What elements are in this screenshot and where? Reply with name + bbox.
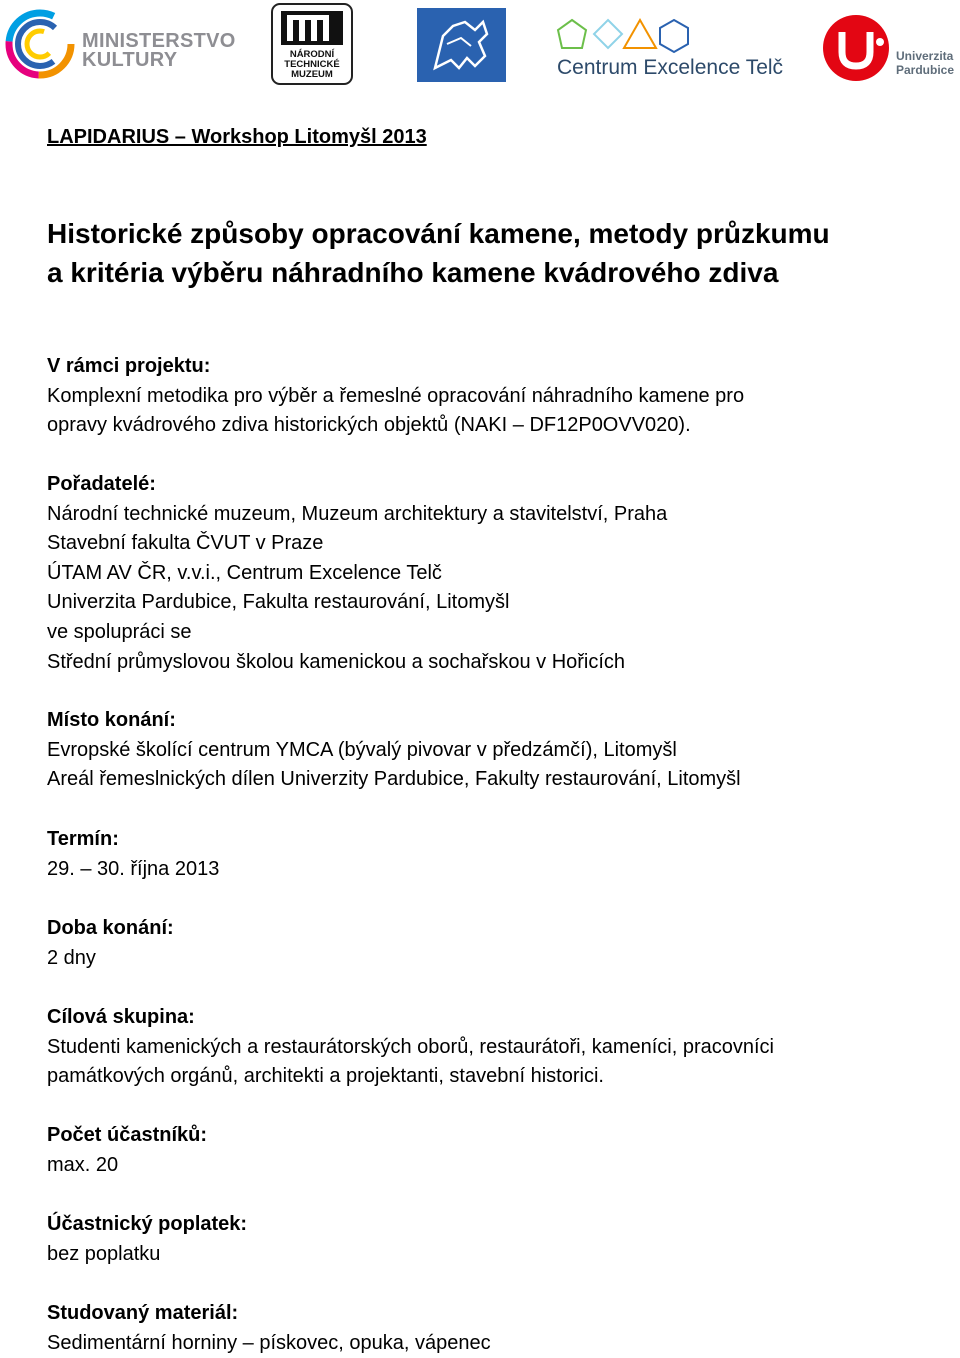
text-line: Stavební fakulta ČVUT v Praze	[47, 532, 324, 555]
title-line: a kritéria výběru náhradního kamene kvádrového zdiva	[47, 257, 779, 288]
section-heading: Termín:	[47, 828, 119, 850]
section-heading: Místo konání:	[47, 709, 176, 731]
cvut-logo	[417, 8, 506, 82]
text-line: Národní technické muzeum, Muzeum architektury a stavitelství, Praha	[47, 502, 668, 525]
duration-value: 2 dny	[47, 946, 96, 969]
upa-wordmark: Univerzita Pardubice	[896, 49, 955, 77]
text-line: opravy kvádrového zdiva historických objektů (NAKI – DF12P0OVV020).	[47, 414, 691, 437]
section-heading: Pořadatelé:	[47, 473, 156, 495]
ministry-wordmark: MINISTERSTVO KULTURY	[82, 30, 236, 71]
date-section	[47, 825, 947, 884]
text-line: Univerzita Pardubice, Fakulta restaurování, Litomyšl	[47, 591, 510, 614]
ministry-of-culture-logo	[4, 8, 236, 84]
date-value: 29. – 30. října 2013	[47, 857, 220, 880]
document-title	[47, 214, 947, 292]
project-section	[47, 352, 947, 441]
duration-section	[47, 914, 947, 973]
fee-value: bez poplatku	[47, 1242, 161, 1265]
section-heading: Účastnický poplatek:	[47, 1213, 248, 1235]
ntm-wordmark: NÁRODNÍ TECHNICKÉ MUZEUM	[284, 49, 340, 80]
text-line: Evropské školící centrum YMCA (bývalý pivovar v předzámčí), Litomyšl	[47, 738, 677, 761]
venue-section	[47, 706, 947, 795]
text-line: Střední průmyslovou školou kamenickou a sochařskou v Hořicích	[47, 650, 626, 673]
text-line: Komplexní metodika pro výběr a řemeslné opracování náhradního kamene pro	[47, 384, 745, 407]
ministry-circle-icon	[4, 8, 80, 84]
text-line: ve spolupráci se	[47, 620, 192, 643]
section-heading: Doba konání:	[47, 917, 174, 939]
material-section	[47, 1299, 947, 1358]
cet-polyhedra-icon	[556, 18, 696, 54]
text-line: Studenti kamenických a restaurátorských oborů, restaurátoři, kameníci, pracovníci	[47, 1035, 774, 1058]
title-line: Historické způsoby opracování kamene, metody průzkumu	[47, 218, 830, 249]
logo-strip	[0, 0, 960, 92]
text-line: ÚTAM AV ČR, v.v.i., Centrum Excelence Telč	[47, 561, 442, 584]
event-title: LAPIDARIUS – Workshop Litomyšl 2013	[47, 126, 427, 148]
national-technical-museum-logo	[271, 3, 353, 85]
audience-section	[47, 1003, 947, 1092]
cvut-lion-icon	[417, 8, 506, 82]
upa-u-icon	[822, 12, 894, 84]
section-heading: Studovaný materiál:	[47, 1302, 239, 1324]
centrum-excelence-telc-logo	[556, 18, 792, 82]
fee-section	[47, 1210, 947, 1269]
section-heading: Počet účastníků:	[47, 1124, 208, 1146]
organizers-section	[47, 470, 947, 677]
section-heading: V rámci projektu:	[47, 355, 211, 377]
cet-wordmark: Centrum Excelence Telč	[557, 56, 784, 79]
text-line: památkových orgánů, architekti a projektanti, stavební historici.	[47, 1065, 604, 1088]
text-line: Areál řemeslnických dílen Univerzity Pardubice, Fakulty restaurování, Litomyšl	[47, 768, 741, 791]
university-pardubice-logo	[822, 12, 960, 84]
participants-section	[47, 1121, 947, 1180]
material-value: Sedimentární horniny – pískovec, opuka, vápenec	[47, 1331, 491, 1354]
participants-value: max. 20	[47, 1153, 119, 1176]
section-heading: Cílová skupina:	[47, 1006, 195, 1028]
